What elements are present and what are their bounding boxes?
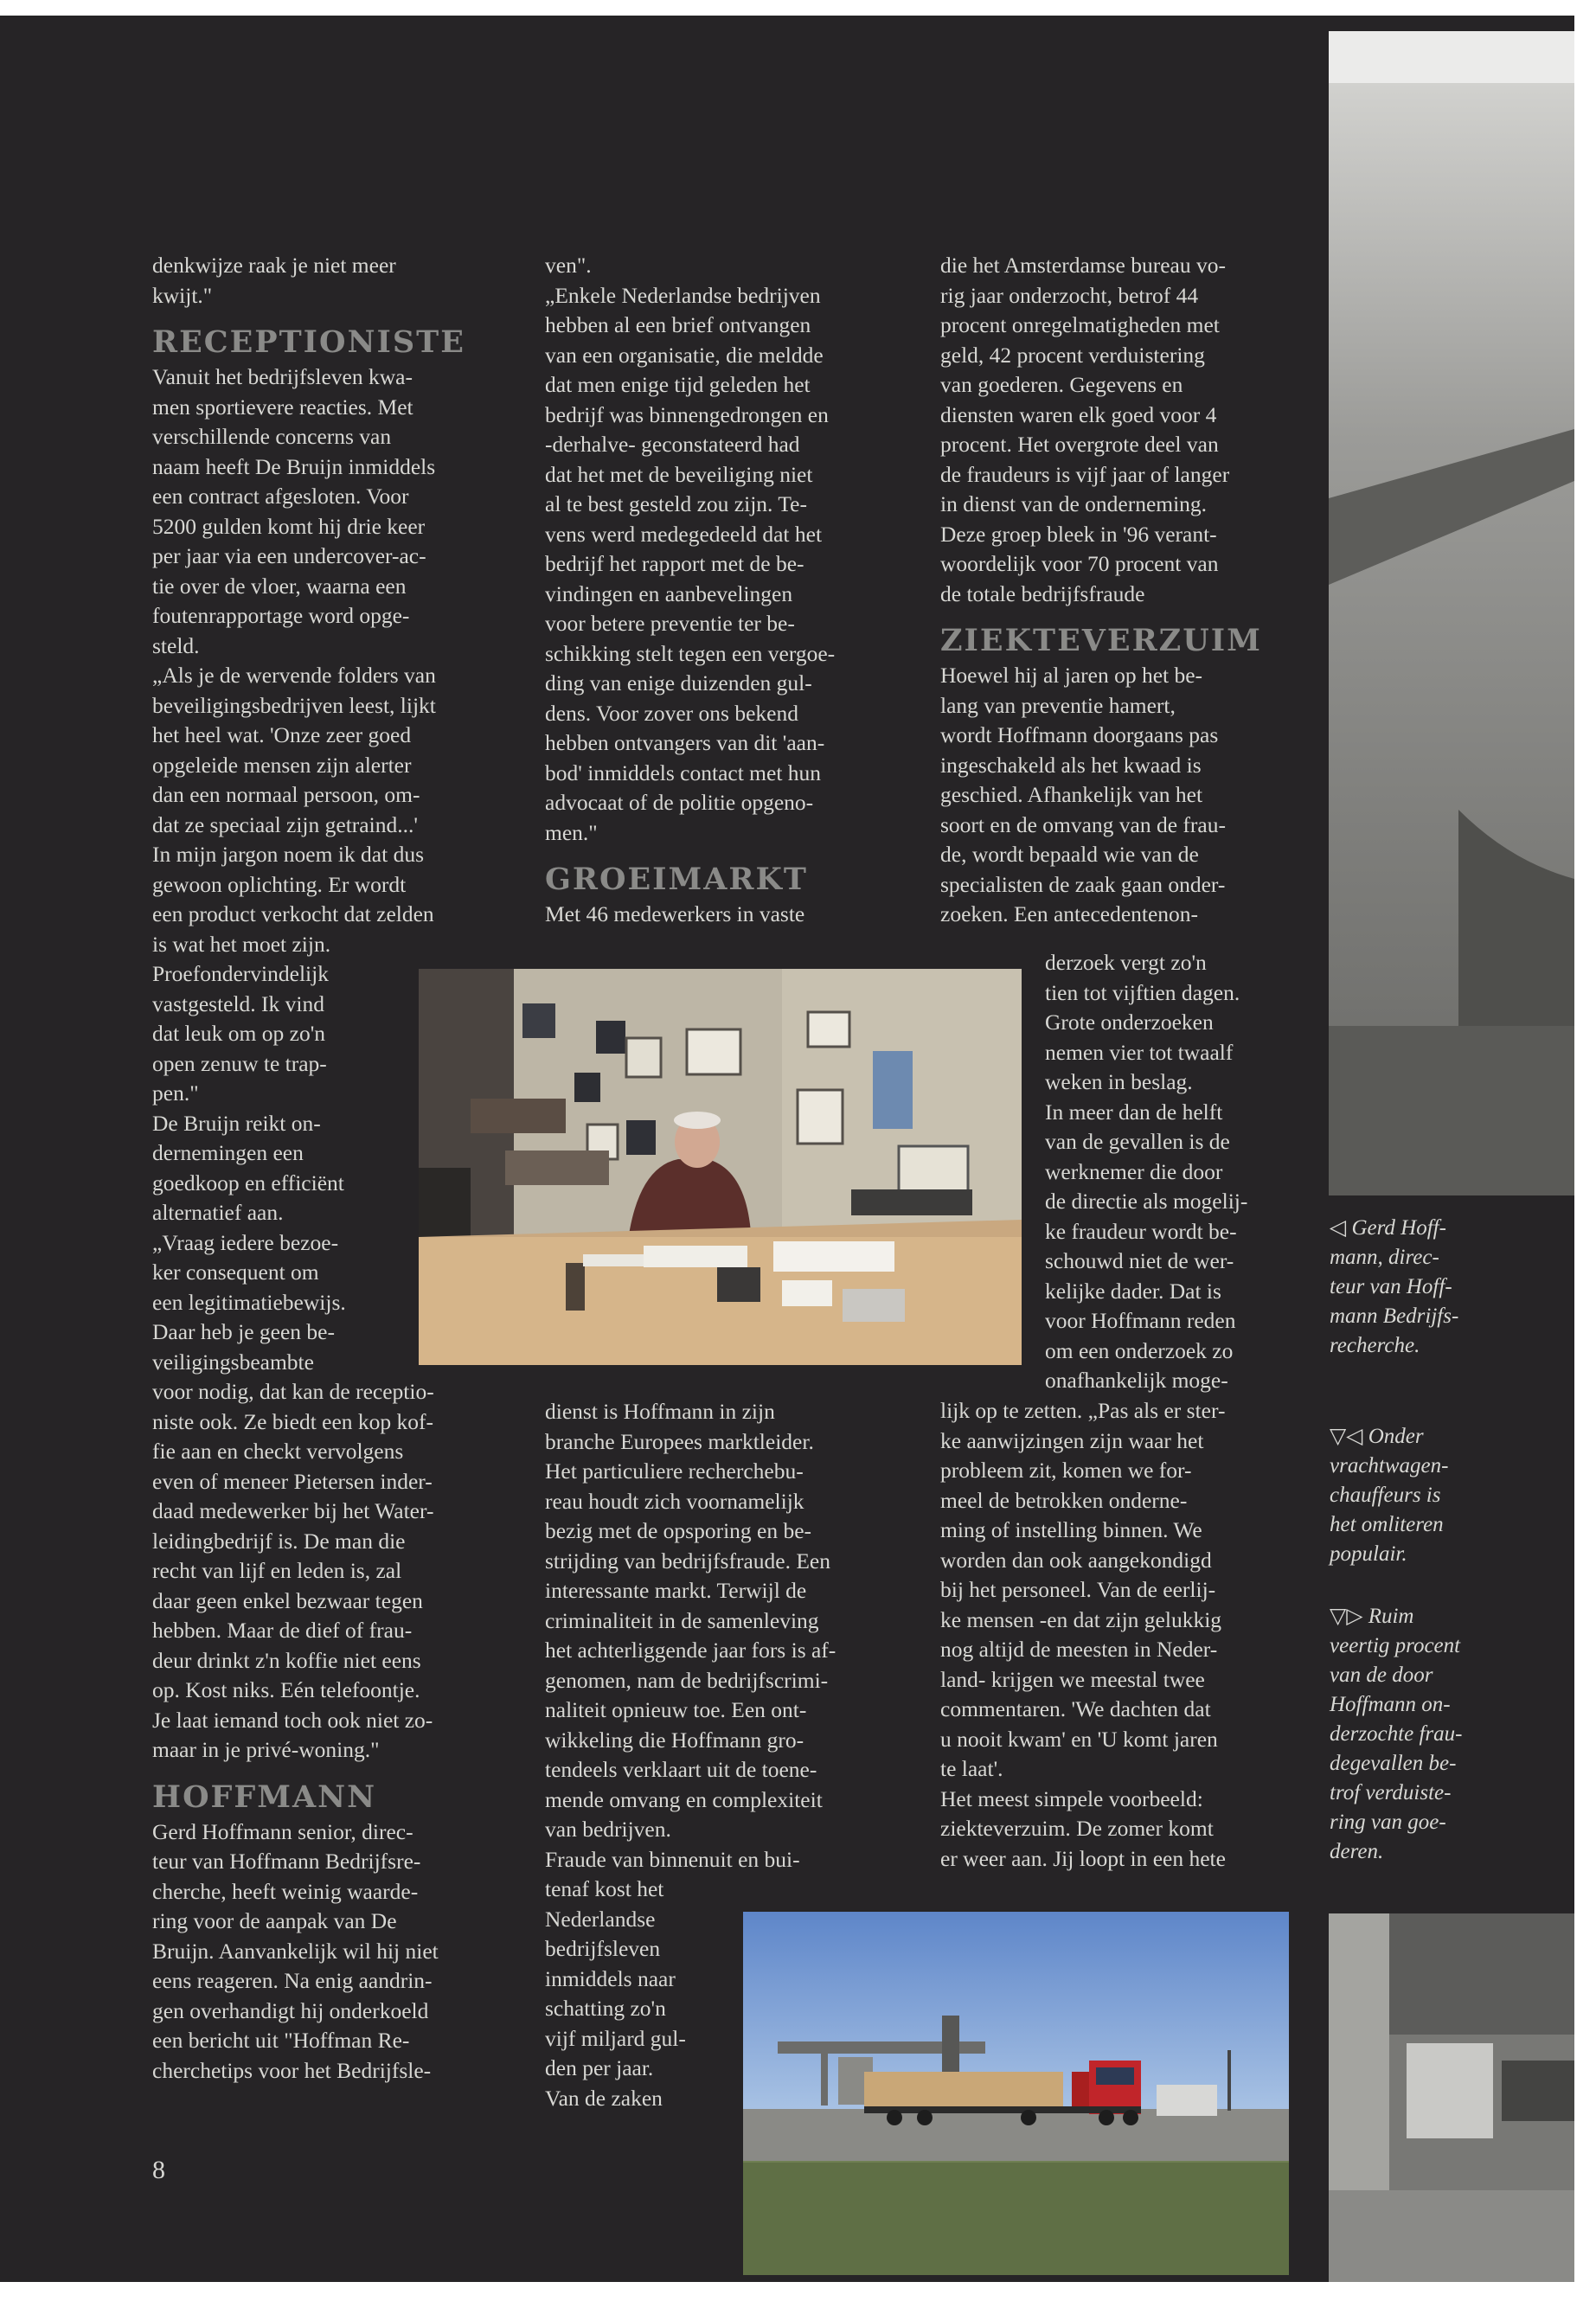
text-line: naliteit opnieuw toe. Een ont- [545, 1697, 807, 1722]
text-line: pen." [152, 1080, 199, 1106]
text-line: kelijke dader. Dat is [1045, 1278, 1221, 1304]
text-line: degevallen be- [1330, 1752, 1457, 1775]
text-line: gewoon oplichting. Er wordt [152, 871, 407, 897]
text-line: ming of instelling binnen. We [940, 1517, 1202, 1542]
text-line: vindingen en aanbevelingen [545, 580, 793, 606]
text-line: derzochte frau- [1330, 1722, 1463, 1746]
text-line: ◁ Gerd Hoff- [1330, 1216, 1446, 1240]
text-line: ding van enige duizenden gul- [545, 670, 812, 695]
text-line: Gerd Hoffmann senior, direc- [152, 1818, 413, 1844]
text-line: foutenrapportage word opge- [152, 603, 410, 628]
text-line: ring van goe- [1330, 1811, 1446, 1834]
text-line: goedkoop en efficiënt [152, 1170, 344, 1195]
warehouse-interior-image [1329, 31, 1574, 1195]
text-line: bedrijf was binnengedrongen en [545, 401, 829, 427]
text-line: wordt Hoffmann doorgaans pas [940, 722, 1219, 747]
text-line: populair. [1330, 1542, 1407, 1566]
text-line: Je laat iemand toch ook niet zo- [152, 1707, 433, 1733]
heading-hoffmann: HOFFMANN [152, 1779, 377, 1815]
right-block1 [940, 251, 1262, 609]
text-line: die het Amsterdamse bureau vo- [940, 253, 1226, 278]
text-line: al te best gesteld zou zijn. Te- [545, 491, 807, 516]
text-line: wikkeling die Hoffmann gro- [545, 1727, 804, 1753]
text-line: ▽▷ Ruim [1330, 1605, 1414, 1628]
text-line: beveiligingsbedrijven leest, lijkt [152, 692, 436, 718]
text-line: Het meest simpele voorbeeld: [940, 1785, 1203, 1811]
text-line: per jaar via een undercover-ac- [152, 543, 426, 568]
text-line: commentaren. 'We dachten dat [940, 1696, 1211, 1721]
text-line: deren. [1330, 1840, 1384, 1863]
office-photo [419, 969, 1022, 1365]
text-line: Met 46 medewerkers in vaste [545, 901, 805, 926]
text-line: weken in beslag. [1045, 1069, 1193, 1094]
page-number: 8 [152, 2156, 165, 2184]
text-line: daad medewerker bij het Water- [152, 1498, 434, 1523]
text-line: te laat'. [940, 1756, 1003, 1781]
text-line: van goederen. Gegevens en [940, 372, 1183, 397]
column-right-top [940, 251, 1262, 930]
text-line: voor betere preventie ter be- [545, 611, 795, 636]
text-line: nog altijd de meesten in Neder- [940, 1637, 1218, 1662]
text-line: Grote onderzoeken [1045, 1009, 1214, 1035]
text-line: Het particuliere recherchebu- [545, 1458, 804, 1484]
text-line: onafhankelijk moge- [1045, 1368, 1228, 1393]
text-line: dan een normaal persoon, om- [152, 782, 420, 807]
text-line: teur van Hoffmann Bedrijfsre- [152, 1849, 421, 1874]
text-line: rig jaar onderzocht, betrof 44 [940, 282, 1199, 308]
text-line: dernemingen een [152, 1140, 304, 1165]
text-line: tie over de vloer, waarna een [152, 573, 407, 599]
text-line: cherche, heeft weinig waarde- [152, 1878, 419, 1904]
bottom-right-photo [1329, 1913, 1574, 2282]
text-line: een legitimatiebewijs. [152, 1289, 346, 1315]
text-line: criminaliteit in de samenleving [545, 1607, 819, 1633]
text-line: De Bruijn reikt on- [152, 1110, 321, 1136]
text-line: het omliteren [1330, 1513, 1444, 1536]
text-line: opgeleide mensen zijn alerter [152, 752, 412, 778]
text-line: bij het personeel. Van de eerlij- [940, 1577, 1216, 1602]
text-line: er weer aan. Jij loopt in een hete [940, 1845, 1226, 1871]
text-line: om een onderzoek zo [1045, 1337, 1234, 1363]
text-line: voor nodig, dat kan de receptio- [152, 1379, 434, 1404]
text-line: is wat het moet zijn. [152, 931, 331, 957]
text-line: recht van lijf en leden is, zal [152, 1558, 402, 1583]
text-line: vens werd medegedeeld dat het [545, 521, 823, 547]
text-line: lang van preventie hamert, [940, 692, 1176, 718]
loading-dock-image [1329, 1913, 1574, 2282]
text-line: genomen, nam de bedrijfscrimi- [545, 1667, 829, 1693]
text-line: 5200 gulden komt hij drie keer [152, 513, 426, 539]
text-line: mann, direc- [1330, 1246, 1439, 1269]
text-line: het achterliggende jaar fors is af- [545, 1638, 836, 1663]
text-line: mende omvang en complexiteit [545, 1786, 823, 1812]
text-line: gen overhandigt hij onderkoeld [152, 1997, 429, 2023]
text-line: -derhalve- geconstateerd had [545, 432, 800, 457]
text-line: Deze groep bleek in '96 verant- [940, 521, 1217, 547]
text-line: In mijn jargon noem ik dat dus [152, 842, 424, 867]
text-line: van bedrijven. [545, 1817, 671, 1842]
text-line: niste ook. Ze biedt een kop kof- [152, 1408, 434, 1434]
text-line: chauffeurs is [1330, 1484, 1441, 1507]
right-block2 [940, 661, 1262, 930]
text-line: dat men enige tijd geleden het [545, 372, 811, 397]
text-line: tien tot vijftien dagen. [1045, 979, 1240, 1005]
text-line: Bruijn. Aanvankelijk wil hij niet [152, 1938, 439, 1964]
text-line: specialisten de zaak gaan onder- [940, 871, 1226, 897]
text-line: dat ze speciaal zijn getraind...' [152, 811, 418, 837]
text-line: schatting zo'n [545, 1996, 666, 2021]
text-line: Nederlandse [545, 1906, 656, 1932]
text-line: ▽◁ Onder [1330, 1425, 1424, 1448]
text-line: ker consequent om [152, 1259, 319, 1285]
text-line: ke mensen -en dat zijn gelukkig [940, 1606, 1222, 1632]
middle-block2 [545, 900, 835, 930]
text-line: Hoewel hij al jaren op het be- [940, 663, 1203, 688]
caption-embezzlement [1330, 1602, 1462, 1867]
text-line: dens. Voor zover ons bekend [545, 700, 798, 726]
text-line: verschillende concerns van [152, 424, 392, 449]
column-right-bottom [940, 1396, 1226, 1874]
right-block4 [940, 1396, 1226, 1874]
text-line: ingeschakeld als het kwaad is [940, 752, 1202, 778]
left-block1 [152, 251, 465, 311]
column-right-wrap [1045, 948, 1247, 1396]
text-line: daar geen enkel bezwaar tegen [152, 1587, 423, 1613]
text-line: reau houdt zich voornamelijk [545, 1488, 804, 1514]
text-line: mann Bedrijfs- [1330, 1304, 1459, 1328]
text-line: soort en de omvang van de frau- [940, 811, 1226, 837]
text-line: Vanuit het bedrijfsleven kwa- [152, 364, 413, 389]
text-line: strijding van bedrijfsfraude. Een [545, 1548, 830, 1574]
top-right-photo [1329, 31, 1574, 1195]
text-line: kwijt." [152, 282, 213, 308]
text-line: meel de betrokken onderne- [940, 1487, 1188, 1513]
caption-office-photo [1330, 1214, 1458, 1361]
text-line: voor Hoffmann reden [1045, 1308, 1236, 1333]
text-line: deur drinkt z'n koffie niet eens [152, 1647, 421, 1673]
text-line: schikking stelt tegen een vergoe- [545, 640, 836, 666]
text-line: land- krijgen we meestal twee [940, 1666, 1205, 1692]
text-line: ke aanwijzingen zijn waar het [940, 1427, 1204, 1453]
text-line: interessante markt. Terwijl de [545, 1578, 807, 1603]
text-line: vrachtwagen- [1330, 1454, 1449, 1477]
text-line: tenaf kost het [545, 1876, 664, 1901]
text-line: geschied. Afhankelijk van het [940, 782, 1203, 807]
text-line: procent. Het overgrote deel van [940, 432, 1219, 457]
text-line: op. Kost niks. Eén telefoontje. [152, 1677, 420, 1702]
text-line: maar in je privé-woning." [152, 1737, 380, 1762]
text-line: advocaat of de politie opgeno- [545, 790, 814, 815]
text-line: lijk op te zetten. „Pas als er ster- [940, 1398, 1226, 1423]
text-line: probleem zit, komen we for- [940, 1458, 1192, 1483]
heading-ziekteverzuim: ZIEKTEVERZUIM [940, 623, 1262, 658]
text-line: vastgesteld. Ik vind [152, 990, 325, 1016]
director-at-desk-image [419, 969, 1022, 1365]
column-left [152, 251, 465, 2086]
text-line: eens reageren. Na enig aandrin- [152, 1968, 433, 1993]
text-line: cherchetips voor het Bedrijfsle- [152, 2057, 432, 2083]
text-line: alternatief aan. [152, 1200, 284, 1225]
text-line: in dienst van de onderneming. [940, 491, 1208, 516]
text-line: werknemer die door [1045, 1158, 1223, 1184]
text-line: hebben ontvangers van dit 'aan- [545, 730, 825, 755]
text-line: even of meneer Pietersen inder- [152, 1468, 433, 1494]
text-line: hebben al een brief ontvangen [545, 312, 811, 337]
text-line: diensten waren elk goed voor 4 [940, 401, 1217, 427]
text-line: geld, 42 procent verduistering [940, 342, 1205, 368]
text-line: steld. [152, 632, 200, 658]
left-block3 [152, 1817, 465, 2086]
heading-groeimarkt: GROEIMARKT [545, 862, 808, 897]
text-line: trof verduiste- [1330, 1781, 1452, 1804]
text-line: fie aan en checkt vervolgens [152, 1439, 404, 1464]
text-line: „Enkele Nederlandse bedrijven [545, 282, 821, 308]
text-line: inmiddels naar [545, 1965, 676, 1991]
text-line: de totale bedrijfsfraude [940, 580, 1145, 606]
text-line: branche Europees marktleider. [545, 1428, 814, 1454]
text-line: Fraude van binnenuit en bui- [545, 1846, 800, 1872]
middle-block3 [545, 1397, 836, 2113]
text-line: dienst is Hoffmann in zijn [545, 1399, 775, 1424]
text-line: Proefondervindelijk [152, 961, 329, 986]
text-line: dat het met de beveiliging niet [545, 461, 813, 487]
text-line: de fraudeurs is vijf jaar of langer [940, 461, 1230, 487]
text-line: de, wordt bepaald wie van de [940, 842, 1199, 867]
text-line: van de gevallen is de [1045, 1129, 1230, 1154]
text-line: naam heeft De Bruijn inmiddels [152, 453, 436, 479]
text-line: een contract afgesloten. Voor [152, 484, 409, 509]
text-line: van de door [1330, 1663, 1433, 1687]
text-line: bedrijf het rapport met de be- [545, 551, 804, 576]
heading-receptioniste: RECEPTIONISTE [152, 324, 465, 360]
middle-block1 [545, 251, 835, 848]
text-line: ziekteverzuim. De zomer komt [940, 1816, 1214, 1841]
text-line: van een organisatie, die meldde [545, 342, 824, 368]
text-line: tendeels verklaart uit de toene- [545, 1757, 817, 1782]
text-line: de directie als mogelij- [1045, 1189, 1248, 1214]
text-line: recherche. [1330, 1334, 1420, 1357]
text-line: een product verkocht dat zelden [152, 901, 434, 926]
text-line: bedrijfsleven [545, 1936, 661, 1961]
text-line: u nooit kwam' en 'U komt jaren [940, 1726, 1218, 1752]
text-line: dat leuk om op zo'n [152, 1021, 326, 1046]
text-line: open zenuw te trap- [152, 1050, 327, 1076]
text-line: het heel wat. 'Onze zeer goed [152, 722, 412, 747]
text-line: men." [545, 819, 598, 845]
text-line: ke fraudeur wordt be- [1045, 1218, 1237, 1244]
text-line: teur van Hoff- [1330, 1275, 1452, 1298]
text-line: procent onregelmatigheden met [940, 312, 1220, 337]
text-line: den per jaar. [545, 2055, 654, 2080]
text-line: leidingbedrijf is. De man die [152, 1528, 406, 1554]
text-line: ring voor de aanpak van De [152, 1908, 397, 1933]
text-line: zoeken. Een antecedentenon- [940, 901, 1199, 926]
text-line: Hoffmann on- [1330, 1693, 1451, 1716]
text-line: vijf miljard gul- [545, 2025, 686, 2051]
text-line: schouwd niet de wer- [1045, 1248, 1234, 1273]
text-line: een bericht uit "Hoffman Re- [152, 2028, 410, 2053]
text-line: denkwijze raak je niet meer [152, 253, 396, 278]
text-line: bod' inmiddels contact met hun [545, 760, 822, 785]
text-line: veertig procent [1330, 1634, 1461, 1657]
text-line: „Als je de wervende folders van [152, 663, 436, 688]
text-line: Van de zaken [545, 2085, 663, 2111]
text-line: Daar heb je geen be- [152, 1319, 335, 1344]
text-line: ven". [545, 253, 592, 278]
text-line: „Vraag iedere bezoe- [152, 1229, 339, 1255]
text-line: woordelijk voor 70 procent van [940, 551, 1219, 576]
text-line: In meer dan de helft [1045, 1099, 1223, 1125]
text-line: worden dan ook aangekondigd [940, 1547, 1212, 1573]
text-line: men sportievere reacties. Met [152, 394, 413, 420]
text-line: derzoek vergt zo'n [1045, 950, 1207, 975]
right-block3 [1045, 948, 1247, 1396]
left-block2 [152, 362, 465, 1766]
text-line: nemen vier tot twaalf [1045, 1039, 1234, 1065]
text-line: hebben. Maar de dief of frau- [152, 1618, 413, 1643]
text-line: veiligingsbeambte [152, 1349, 314, 1375]
caption-truck-drivers [1330, 1422, 1448, 1569]
column-middle-top [545, 251, 835, 930]
column-middle-bottom [545, 1397, 836, 2113]
text-line: bezig met de opsporing en be- [545, 1518, 812, 1543]
